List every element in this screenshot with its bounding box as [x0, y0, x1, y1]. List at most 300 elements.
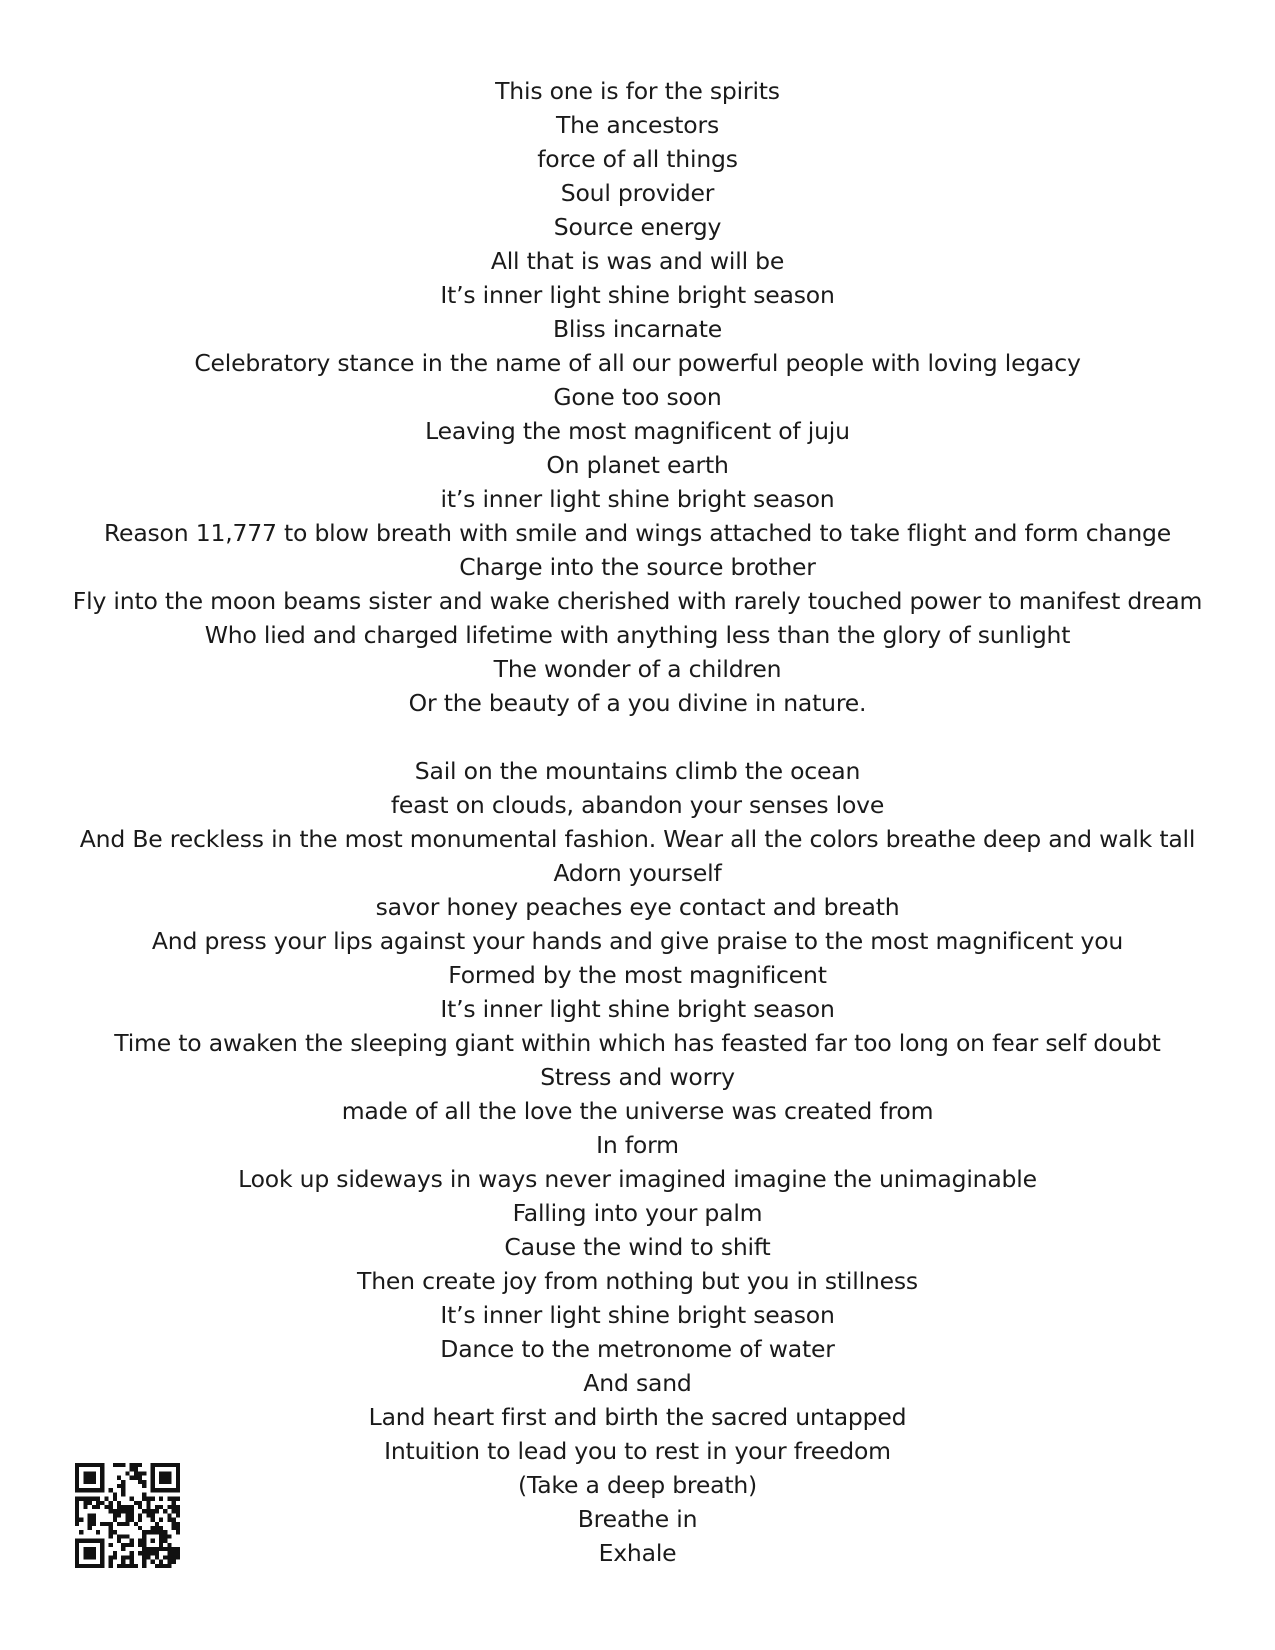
- qr-module: [88, 1480, 92, 1484]
- qr-module: [79, 1488, 83, 1492]
- poem-line: And Be reckless in the most monumental fashion. Wear all the colors breathe deep and walk tall: [79, 825, 1196, 853]
- qr-module: [138, 1471, 142, 1475]
- qr-code-graphic: [75, 1463, 180, 1568]
- poem-line: Source energy: [553, 213, 722, 241]
- qr-module: [121, 1492, 125, 1496]
- qr-module: [163, 1463, 167, 1467]
- qr-module: [92, 1551, 96, 1555]
- qr-module: [159, 1476, 163, 1480]
- qr-module: [155, 1547, 159, 1551]
- qr-module: [117, 1522, 121, 1526]
- qr-module: [172, 1488, 176, 1492]
- poem-line: Breathe in: [577, 1505, 698, 1533]
- qr-module: [75, 1497, 79, 1501]
- qr-module: [109, 1488, 113, 1492]
- qr-module: [75, 1564, 79, 1568]
- qr-module: [163, 1555, 167, 1559]
- qr-module: [146, 1547, 150, 1551]
- qr-module: [113, 1463, 117, 1467]
- qr-module: [92, 1505, 96, 1509]
- qr-module: [142, 1530, 146, 1534]
- poem-line: Stress and worry: [540, 1063, 735, 1091]
- qr-module: [92, 1488, 96, 1492]
- qr-module: [121, 1463, 125, 1467]
- qr-module: [142, 1564, 146, 1568]
- qr-module: [125, 1509, 129, 1513]
- qr-module: [100, 1543, 104, 1547]
- qr-module: [167, 1551, 171, 1555]
- qr-module: [172, 1560, 176, 1564]
- qr-module: [176, 1497, 180, 1501]
- qr-module: [159, 1505, 163, 1509]
- qr-module: [109, 1501, 113, 1505]
- qr-module: [146, 1505, 150, 1509]
- qr-module: [121, 1534, 125, 1538]
- poem-line: Falling into your palm: [512, 1199, 763, 1227]
- poem-line: Dance to the metronome of water: [440, 1335, 835, 1363]
- qr-module: [117, 1484, 121, 1488]
- qr-module: [138, 1480, 142, 1484]
- qr-module: [167, 1497, 171, 1501]
- qr-module: [92, 1497, 96, 1501]
- poem-line: Or the beauty of a you divine in nature.: [408, 689, 867, 717]
- qr-module: [163, 1530, 167, 1534]
- poem-line: force of all things: [537, 145, 738, 173]
- qr-module: [79, 1518, 83, 1522]
- qr-module: [113, 1497, 117, 1501]
- poem-line: This one is for the spirits: [495, 77, 780, 105]
- qr-module: [159, 1471, 163, 1475]
- qr-module: [121, 1522, 125, 1526]
- qr-module: [113, 1513, 117, 1517]
- qr-module: [142, 1480, 146, 1484]
- qr-module: [109, 1564, 113, 1568]
- qr-module: [155, 1522, 159, 1526]
- qr-module: [142, 1509, 146, 1513]
- qr-module: [96, 1488, 100, 1492]
- qr-module: [155, 1530, 159, 1534]
- qr-module: [172, 1509, 176, 1513]
- qr-module: [134, 1501, 138, 1505]
- stanza-2: [0, 754, 1275, 1570]
- qr-module: [167, 1547, 171, 1551]
- qr-module: [109, 1555, 113, 1559]
- poem-line: Charge into the source brother: [459, 553, 816, 581]
- qr-module: [176, 1530, 180, 1534]
- qr-module: [121, 1488, 125, 1492]
- qr-module: [117, 1463, 121, 1467]
- qr-module: [176, 1505, 180, 1509]
- qr-module: [125, 1518, 129, 1522]
- qr-module: [163, 1547, 167, 1551]
- poem-line: Who lied and charged lifetime with anything less than the glory of sunlight: [204, 621, 1071, 649]
- qr-module: [167, 1488, 171, 1492]
- qr-module: [88, 1555, 92, 1559]
- qr-module: [167, 1564, 171, 1568]
- qr-module: [109, 1505, 113, 1509]
- qr-module: [167, 1543, 171, 1547]
- qr-module: [125, 1555, 129, 1559]
- qr-module: [109, 1509, 113, 1513]
- qr-module: [83, 1463, 87, 1467]
- qr-module: [100, 1488, 104, 1492]
- qr-module: [104, 1505, 108, 1509]
- qr-module: [83, 1547, 87, 1551]
- qr-module: [172, 1551, 176, 1555]
- qr-module: [100, 1463, 104, 1467]
- qr-module: [75, 1518, 79, 1522]
- qr-module: [75, 1505, 79, 1509]
- poem-line: It’s inner light shine bright season: [440, 995, 835, 1023]
- poem-line: Fly into the moon beams sister and wake cherished with rarely touched power to manifest dream: [72, 587, 1203, 615]
- qr-module: [176, 1551, 180, 1555]
- qr-module: [163, 1539, 167, 1543]
- qr-module: [96, 1505, 100, 1509]
- qr-module: [100, 1560, 104, 1564]
- qr-module: [138, 1551, 142, 1555]
- qr-module: [159, 1530, 163, 1534]
- qr-module: [138, 1513, 142, 1517]
- qr-module: [176, 1476, 180, 1480]
- qr-module: [109, 1526, 113, 1530]
- qr-module: [79, 1463, 83, 1467]
- qr-module: [113, 1551, 117, 1555]
- qr-module: [142, 1497, 146, 1501]
- qr-module: [125, 1543, 129, 1547]
- qr-module: [88, 1539, 92, 1543]
- qr-module: [83, 1476, 87, 1480]
- poem: [0, 74, 1275, 1570]
- qr-module: [96, 1564, 100, 1568]
- qr-module: [88, 1476, 92, 1480]
- qr-module: [88, 1463, 92, 1467]
- qr-module: [88, 1547, 92, 1551]
- qr-module: [138, 1518, 142, 1522]
- qr-module: [121, 1480, 125, 1484]
- qr-module: [151, 1526, 155, 1530]
- qr-module: [92, 1463, 96, 1467]
- qr-module: [155, 1509, 159, 1513]
- qr-module: [117, 1513, 121, 1517]
- qr-module: [142, 1543, 146, 1547]
- qr-module: [130, 1539, 134, 1543]
- qr-module: [75, 1476, 79, 1480]
- qr-module: [167, 1480, 171, 1484]
- qr-module: [117, 1501, 121, 1505]
- qr-module: [113, 1509, 117, 1513]
- qr-module: [100, 1547, 104, 1551]
- qr-module: [151, 1467, 155, 1471]
- qr-module: [92, 1476, 96, 1480]
- qr-module: [88, 1471, 92, 1475]
- qr-module: [134, 1564, 138, 1568]
- qr-module: [142, 1560, 146, 1564]
- qr-module: [125, 1513, 129, 1517]
- qr-module: [83, 1551, 87, 1555]
- poem-line: Look up sideways in ways never imagined imagine the unimaginable: [238, 1165, 1037, 1193]
- qr-module: [130, 1560, 134, 1564]
- qr-module: [146, 1530, 150, 1534]
- qr-module: [96, 1539, 100, 1543]
- qr-module: [151, 1513, 155, 1517]
- poem-line: Land heart first and birth the sacred untapped: [368, 1403, 907, 1431]
- qr-module: [79, 1530, 83, 1534]
- qr-module: [121, 1560, 125, 1564]
- qr-module: [109, 1522, 113, 1526]
- qr-module: [142, 1484, 146, 1488]
- qr-module: [121, 1505, 125, 1509]
- qr-module: [83, 1539, 87, 1543]
- poem-line: it’s inner light shine bright season: [440, 485, 835, 513]
- qr-module: [163, 1471, 167, 1475]
- qr-module: [121, 1543, 125, 1547]
- qr-module: [113, 1518, 117, 1522]
- qr-module: [134, 1471, 138, 1475]
- qr-module: [79, 1564, 83, 1568]
- qr-module: [142, 1555, 146, 1559]
- qr-module: [125, 1505, 129, 1509]
- qr-module: [96, 1501, 100, 1505]
- poem-line: savor honey peaches eye contact and breath: [375, 893, 900, 921]
- qr-module: [151, 1471, 155, 1475]
- qr-module: [151, 1539, 155, 1543]
- qr-module: [75, 1551, 79, 1555]
- qr-module: [172, 1518, 176, 1522]
- qr-module: [167, 1463, 171, 1467]
- poem-line: Reason 11,777 to blow breath with smile and wings attached to take flight and form change: [103, 519, 1171, 547]
- qr-module: [167, 1560, 171, 1564]
- qr-module: [130, 1476, 134, 1480]
- qr-module: [163, 1509, 167, 1513]
- qr-module: [130, 1513, 134, 1517]
- qr-module: [163, 1564, 167, 1568]
- qr-module: [151, 1476, 155, 1480]
- qr-module: [83, 1471, 87, 1475]
- qr-module: [109, 1543, 113, 1547]
- poem-line: It’s inner light shine bright season: [440, 281, 835, 309]
- qr-module: [176, 1555, 180, 1559]
- qr-module: [109, 1530, 113, 1534]
- qr-module: [167, 1518, 171, 1522]
- qr-module: [163, 1488, 167, 1492]
- qr-module: [172, 1555, 176, 1559]
- qr-module: [75, 1543, 79, 1547]
- qr-code-icon[interactable]: [75, 1463, 180, 1568]
- qr-module: [113, 1492, 117, 1496]
- qr-module: [172, 1505, 176, 1509]
- qr-module: [75, 1488, 79, 1492]
- qr-module: [176, 1526, 180, 1530]
- qr-module: [88, 1501, 92, 1505]
- qr-module: [155, 1551, 159, 1555]
- qr-module: [176, 1488, 180, 1492]
- qr-module: [92, 1564, 96, 1568]
- poem-line: Adorn yourself: [553, 859, 722, 887]
- qr-module: [138, 1501, 142, 1505]
- qr-module: [117, 1476, 121, 1480]
- qr-module: [117, 1505, 121, 1509]
- qr-module: [121, 1547, 125, 1551]
- qr-module: [88, 1526, 92, 1530]
- poem-line: On planet earth: [546, 451, 729, 479]
- qr-module: [146, 1551, 150, 1555]
- qr-module: [159, 1526, 163, 1530]
- poem-line: Gone too soon: [553, 383, 722, 411]
- qr-module: [121, 1509, 125, 1513]
- qr-module: [151, 1488, 155, 1492]
- qr-module: [100, 1484, 104, 1488]
- qr-module: [83, 1564, 87, 1568]
- qr-module: [146, 1509, 150, 1513]
- qr-module: [134, 1467, 138, 1471]
- qr-module: [117, 1534, 121, 1538]
- qr-module: [172, 1497, 176, 1501]
- qr-module: [75, 1539, 79, 1543]
- qr-module: [151, 1509, 155, 1513]
- qr-module: [109, 1560, 113, 1564]
- qr-module: [125, 1522, 129, 1526]
- qr-module: [92, 1522, 96, 1526]
- qr-module: [151, 1551, 155, 1555]
- qr-module: [151, 1547, 155, 1551]
- qr-module: [96, 1530, 100, 1534]
- qr-module: [75, 1513, 79, 1517]
- qr-module: [79, 1539, 83, 1543]
- poem-line: Formed by the most magnificent: [448, 961, 827, 989]
- qr-module: [159, 1480, 163, 1484]
- qr-module: [75, 1471, 79, 1475]
- poem-line: Then create joy from nothing but you in stillness: [357, 1267, 918, 1295]
- qr-module: [155, 1463, 159, 1467]
- qr-module: [130, 1543, 134, 1547]
- qr-module: [92, 1539, 96, 1543]
- qr-module: [125, 1471, 129, 1475]
- qr-module: [151, 1530, 155, 1534]
- qr-module: [142, 1471, 146, 1475]
- qr-module: [88, 1551, 92, 1555]
- qr-module: [155, 1488, 159, 1492]
- qr-module: [151, 1497, 155, 1501]
- qr-module: [88, 1522, 92, 1526]
- qr-module: [109, 1534, 113, 1538]
- qr-module: [176, 1522, 180, 1526]
- qr-module: [75, 1555, 79, 1559]
- poem-line: It’s inner light shine bright season: [440, 1301, 835, 1329]
- qr-module: [83, 1497, 87, 1501]
- qr-module: [83, 1505, 87, 1509]
- qr-module: [134, 1522, 138, 1526]
- poem-line: Intuition to lead you to rest in your freedom: [384, 1437, 891, 1465]
- qr-module: [163, 1476, 167, 1480]
- qr-module: [151, 1560, 155, 1564]
- qr-module: [117, 1539, 121, 1543]
- qr-module: [130, 1509, 134, 1513]
- qr-module: [75, 1467, 79, 1471]
- qr-module: [159, 1560, 163, 1564]
- qr-module: [121, 1484, 125, 1488]
- qr-module: [100, 1564, 104, 1568]
- qr-module: [75, 1480, 79, 1484]
- qr-module: [167, 1471, 171, 1475]
- qr-module: [176, 1509, 180, 1513]
- qr-module: [88, 1513, 92, 1517]
- qr-module: [100, 1551, 104, 1555]
- qr-module: [159, 1463, 163, 1467]
- qr-module: [75, 1522, 79, 1526]
- qr-module: [176, 1463, 180, 1467]
- qr-module: [176, 1547, 180, 1551]
- qr-module: [172, 1501, 176, 1505]
- qr-module: [155, 1505, 159, 1509]
- qr-module: [176, 1471, 180, 1475]
- qr-module: [100, 1539, 104, 1543]
- qr-module: [130, 1551, 134, 1555]
- qr-module: [92, 1555, 96, 1559]
- qr-module: [159, 1497, 163, 1501]
- qr-module: [121, 1564, 125, 1568]
- qr-module: [138, 1539, 142, 1543]
- qr-module: [83, 1480, 87, 1484]
- qr-module: [159, 1539, 163, 1543]
- qr-module: [138, 1505, 142, 1509]
- qr-module: [167, 1505, 171, 1509]
- poem-line: Bliss incarnate: [552, 315, 723, 343]
- qr-module: [100, 1522, 104, 1526]
- poem-line: The ancestors: [556, 111, 719, 139]
- qr-module: [138, 1476, 142, 1480]
- qr-module: [117, 1509, 121, 1513]
- qr-module: [142, 1539, 146, 1543]
- qr-module: [83, 1488, 87, 1492]
- qr-module: [100, 1467, 104, 1471]
- poem-line: And press your lips against your hands and give praise to the most magnificent you: [151, 927, 1124, 955]
- poem-line: And sand: [583, 1369, 692, 1397]
- qr-module: [134, 1463, 138, 1467]
- qr-module: [100, 1471, 104, 1475]
- qr-module: [113, 1555, 117, 1559]
- qr-module: [176, 1484, 180, 1488]
- qr-module: [88, 1564, 92, 1568]
- qr-module: [121, 1555, 125, 1559]
- qr-module: [117, 1564, 121, 1568]
- qr-module: [172, 1522, 176, 1526]
- qr-module: [167, 1513, 171, 1517]
- poem-line: Sail on the mountains climb the ocean: [414, 757, 861, 785]
- qr-module: [138, 1526, 142, 1530]
- qr-module: [83, 1501, 87, 1505]
- poem-line: Celebratory stance in the name of all our powerful people with loving legacy: [194, 349, 1081, 377]
- qr-module: [172, 1547, 176, 1551]
- qr-module: [142, 1492, 146, 1496]
- qr-module: [138, 1463, 142, 1467]
- qr-module: [151, 1484, 155, 1488]
- poem-line: All that is was and will be: [490, 247, 785, 275]
- qr-module: [151, 1518, 155, 1522]
- qr-module: [159, 1488, 163, 1492]
- qr-module: [151, 1463, 155, 1467]
- qr-module: [83, 1555, 87, 1559]
- qr-module: [146, 1497, 150, 1501]
- poem-line: The wonder of a children: [493, 655, 782, 683]
- qr-module: [159, 1547, 163, 1551]
- stanza-1: [0, 74, 1275, 720]
- poem-line: (Take a deep breath): [517, 1471, 758, 1499]
- qr-module: [159, 1564, 163, 1568]
- qr-module: [146, 1501, 150, 1505]
- qr-module: [113, 1530, 117, 1534]
- qr-module: [130, 1467, 134, 1471]
- qr-module: [125, 1564, 129, 1568]
